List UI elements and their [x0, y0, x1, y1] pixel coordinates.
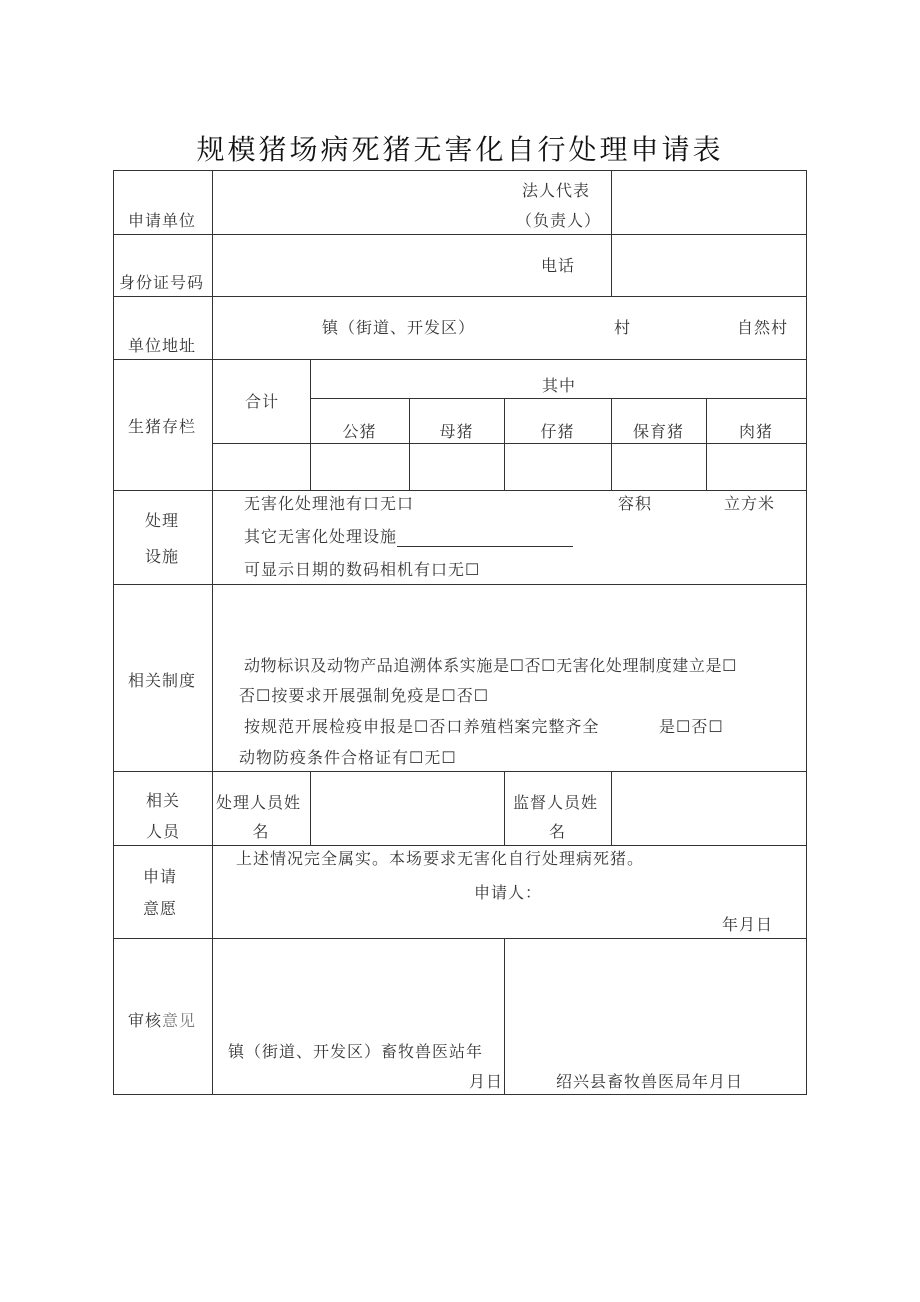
supervisor-name-label: 监督人员姓	[513, 793, 599, 812]
stock-column-boar: 公猪	[342, 422, 377, 441]
personnel-label-sub: 人员	[146, 822, 181, 841]
intent-label-sub: 意愿	[143, 899, 178, 918]
legal-rep-label: 法人代表	[522, 181, 591, 200]
stock-column-finisher: 肉猪	[738, 422, 773, 441]
table-border-top	[113, 170, 807, 171]
facilities-label-sub: 设施	[145, 547, 180, 566]
phone-label: 电话	[541, 256, 576, 275]
intent-applicant: 申请人：	[474, 883, 543, 902]
facilities-other	[244, 527, 573, 547]
intent-statement: 上述情况完全属实。本场要求无害化自行处理病死猪。	[236, 849, 645, 868]
address-natural-village: 自然村	[737, 318, 789, 337]
stock-col-line	[504, 398, 505, 490]
row-line	[113, 296, 807, 297]
row-line	[113, 938, 807, 939]
stock-of-which-label: 其中	[542, 376, 577, 395]
stock-total-label: 合计	[245, 392, 280, 411]
address-town: 镇（街道、开发区）	[322, 318, 476, 337]
facilities-pool: 无害化处理池有口无口	[244, 494, 415, 513]
row-line	[113, 771, 807, 772]
systems-line-3: 按规范开展检疫申报是☐否口养殖档案完整齐全	[244, 717, 600, 736]
systems-line-3-tail: 是☐否☐	[659, 717, 724, 736]
systems-label: 相关制度	[128, 671, 197, 690]
id-number-label: 身份证号码	[119, 273, 205, 292]
facilities-other-label: 其它无害化处理设施	[244, 527, 398, 546]
town-station-date: 月日	[469, 1072, 504, 1091]
row-line	[113, 359, 807, 360]
supervisor-name-label-sub: 名	[548, 822, 566, 841]
stock-label: 生猪存栏	[128, 417, 197, 436]
stock-of-which-line	[310, 398, 806, 399]
facilities-label: 处理	[145, 511, 180, 530]
intent-label: 申请	[143, 867, 178, 886]
table-border-right	[806, 170, 807, 1095]
facilities-volume-label: 容积	[618, 494, 653, 513]
stock-column-nursery: 保育猪	[632, 422, 684, 441]
handler-name-label-sub: 名	[252, 822, 270, 841]
review-label-b: 意见	[162, 1011, 197, 1030]
row-line	[113, 845, 807, 846]
stock-header-line	[212, 443, 806, 444]
row-line	[113, 584, 807, 585]
facilities-volume-unit: 立方米	[724, 494, 776, 513]
stock-col-line	[409, 398, 410, 490]
review-label-a: 审核	[128, 1011, 163, 1030]
facilities-camera: 可显示日期的数码相机有口无☐	[244, 560, 481, 579]
stock-column-piglet: 仔猪	[540, 422, 575, 441]
applicant-unit-label: 申请单位	[128, 211, 197, 230]
review-label	[128, 1011, 196, 1031]
personnel-line	[310, 771, 311, 845]
facilities-other-blank	[397, 530, 573, 547]
table-border-bottom	[113, 1094, 807, 1095]
county-bureau-signoff: 绍兴县畜牧兽医局年月日	[556, 1072, 744, 1091]
town-station-signoff: 镇（街道、开发区）畜牧兽医站年	[228, 1042, 484, 1061]
address-village: 村	[614, 318, 632, 337]
stock-col-line	[706, 398, 707, 490]
cell-line	[611, 170, 612, 296]
systems-line-2: 否☐按要求开展强制免疫是☐否☐	[239, 686, 490, 705]
row-line	[113, 234, 807, 235]
handler-name-label: 处理人员姓	[216, 793, 302, 812]
page-title: 规模猪场病死猪无害化自行处理申请表	[196, 133, 724, 166]
systems-line-4: 动物防疫条件合格证有☐无☐	[239, 748, 457, 767]
unit-address-label: 单位地址	[128, 336, 197, 355]
review-line	[504, 938, 505, 1095]
intent-date: 年月日	[722, 915, 774, 934]
row-line	[113, 490, 807, 491]
table-border-left	[113, 170, 114, 1095]
personnel-line	[611, 771, 612, 845]
stock-col-line	[611, 398, 612, 490]
systems-line-1: 动物标识及动物产品追溯体系实施是☐否☐无害化处理制度建立是☐	[244, 656, 738, 675]
stock-column-sow: 母猪	[439, 422, 474, 441]
legal-rep-label-sub: （负责人）	[516, 211, 602, 230]
personnel-label: 相关	[146, 791, 181, 810]
label-column-line	[212, 170, 213, 1095]
